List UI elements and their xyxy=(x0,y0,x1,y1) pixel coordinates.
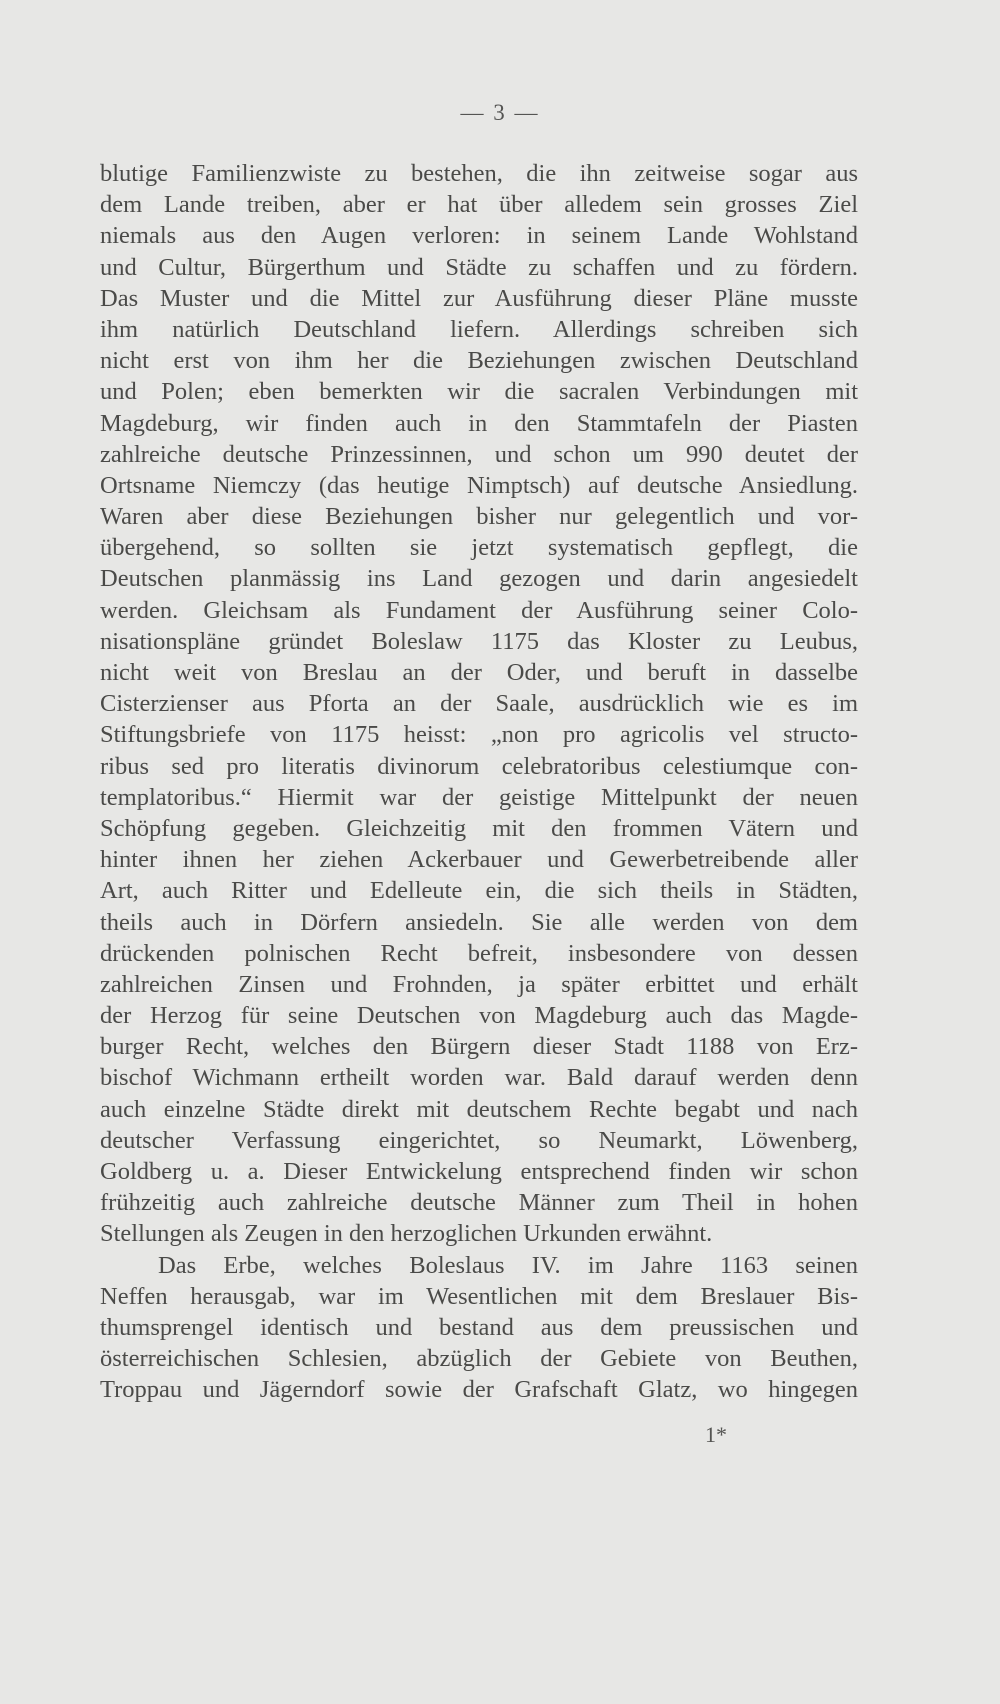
text-line: Stiftungsbriefe von 1175 heisst: „non pro agricolis vel structo- xyxy=(100,721,858,749)
text-line: Cisterzienser aus Pforta an der Saale, ausdrücklich wie es im xyxy=(100,690,858,718)
text-line: theils auch in Dörfern ansiedeln. Sie alle werden von dem xyxy=(100,908,858,936)
text-line: Deutschen planmässig ins Land gezogen und darin angesiedelt xyxy=(100,565,858,593)
text-line: und Cultur, Bürgerthum und Städte zu schaffen und zu fördern. xyxy=(100,253,858,281)
text-line: nicht erst von ihm her die Beziehungen zwischen Deutschland xyxy=(100,347,858,375)
text-line: deutscher Verfassung eingerichtet, so Neumarkt, Löwenberg, xyxy=(100,1126,858,1154)
text-line: der Herzog für seine Deutschen von Magdeburg auch das Magde- xyxy=(100,1002,858,1030)
text-line: hinter ihnen her ziehen Ackerbauer und Gewerbetreibende aller xyxy=(100,846,858,874)
text-line: templatoribus.“ Hiermit war der geistige Mittelpunkt der neuen xyxy=(100,783,858,811)
text-line: übergehend, so sollten sie jetzt systematisch gepflegt, die xyxy=(100,534,858,562)
text-line: frühzeitig auch zahlreiche deutsche Männer zum Theil in hohen xyxy=(100,1189,858,1217)
text-line: Goldberg u. a. Dieser Entwickelung entsprechend finden wir schon xyxy=(100,1158,858,1185)
text-line: Ortsname Niemczy (das heutige Nimptsch) auf deutsche Ansiedlung. xyxy=(100,471,858,499)
text-line: Neffen herausgab, war im Wesentlichen mit dem Breslauer Bis- xyxy=(100,1282,858,1310)
text-line: ribus sed pro literatis divinorum celebratoribus celestiumque con- xyxy=(100,752,858,780)
text-line: burger Recht, welches den Bürgern dieser Stadt 1188 von Erz- xyxy=(100,1033,858,1061)
text-line: Das Erbe, welches Boleslaus IV. im Jahre 1163 seinen xyxy=(158,1251,858,1279)
text-line: Stellungen als Zeugen in den herzoglichen Urkunden erwähnt. xyxy=(100,1220,713,1248)
text-line: werden. Gleichsam als Fundament der Ausführung seiner Colo- xyxy=(100,596,858,624)
body-text xyxy=(100,158,858,1406)
text-line: Troppau und Jägerndorf sowie der Grafschaft Glatz, wo hingegen xyxy=(100,1376,858,1404)
text-line: dem Lande treiben, aber er hat über alledem sein grosses Ziel xyxy=(100,191,858,219)
text-line: Magdeburg, wir finden auch in den Stammtafeln der Piasten xyxy=(100,409,858,437)
text-line: Art, auch Ritter und Edelleute ein, die sich theils in Städten, xyxy=(100,877,858,905)
signature-mark: 1* xyxy=(705,1422,727,1447)
text-line: niemals aus den Augen verloren: in seinem Lande Wohlstand xyxy=(100,222,858,250)
text-line: Schöpfung gegeben. Gleichzeitig mit den frommen Vätern und xyxy=(100,814,858,842)
text-line: bischof Wichmann ertheilt worden war. Bald darauf werden denn xyxy=(100,1064,858,1092)
text-line: ihm natürlich Deutschland liefern. Allerdings schreiben sich xyxy=(100,315,858,343)
text-line: Das Muster und die Mittel zur Ausführung dieser Pläne musste xyxy=(100,284,858,312)
text-line: österreichischen Schlesien, abzüglich der Gebiete von Beuthen, xyxy=(100,1345,858,1373)
text-line: zahlreiche deutsche Prinzessinnen, und schon um 990 deutet der xyxy=(100,440,858,468)
text-line: nisationspläne gründet Boleslaw 1175 das Kloster zu Leubus, xyxy=(100,627,858,655)
page-number: — 3 — xyxy=(460,100,540,125)
text-line: Waren aber diese Beziehungen bisher nur gelegentlich und vor- xyxy=(100,503,858,531)
text-line: zahlreichen Zinsen und Frohnden, ja später erbittet und erhält xyxy=(100,970,858,998)
text-line: auch einzelne Städte direkt mit deutschem Rechte begabt und nach xyxy=(100,1095,858,1123)
text-line: drückenden polnischen Recht befreit, insbesondere von dessen xyxy=(100,939,858,967)
text-line: thumsprengel identisch und bestand aus dem preussischen und xyxy=(100,1313,858,1341)
text-line: und Polen; eben bemerkten wir die sacralen Verbindungen mit xyxy=(100,378,858,406)
text-line: blutige Familienzwiste zu bestehen, die ihn zeitweise sogar aus xyxy=(100,160,858,187)
text-line: nicht weit von Breslau an der Oder, und beruft in dasselbe xyxy=(100,659,858,686)
